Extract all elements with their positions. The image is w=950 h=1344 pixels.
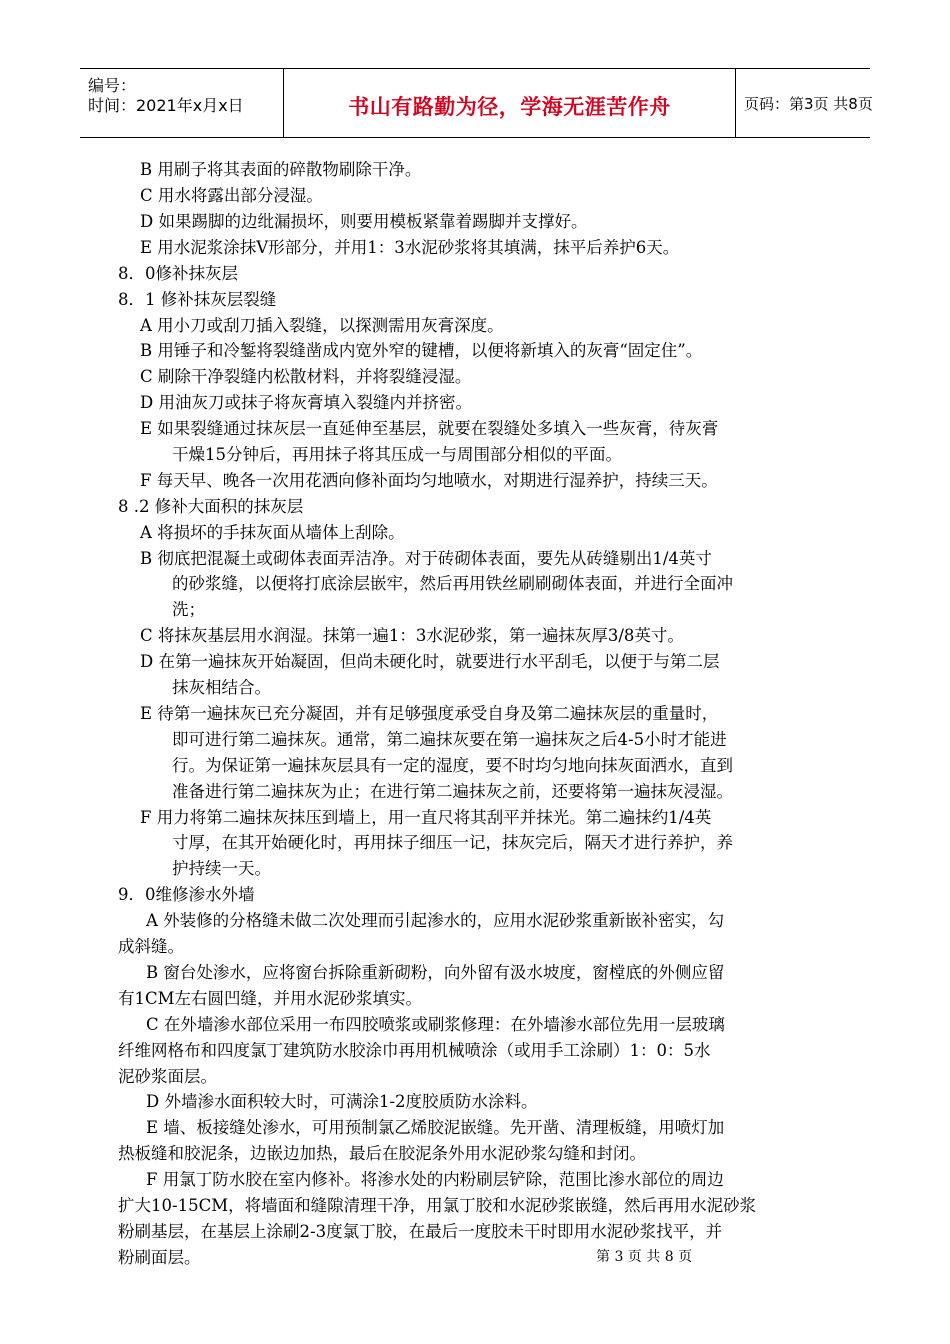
header-right-cell: [736, 69, 873, 137]
text-line: B 窗台处渗水，应将窗台拆除重新砌粉，向外留有汲水坡度，窗樘底的外侧应留: [146, 963, 725, 982]
text-line: 热板缝和胶泥条，边嵌边加热，最后在胶泥条外用水泥砂浆勾缝和封闭。: [118, 1144, 646, 1163]
text-line: 有1CM左右圆凹缝，并用水泥砂浆填实。: [118, 989, 423, 1008]
text-line: F 用氯丁防水胶在室内修补。将渗水处的内粉刷层铲除，范围比渗水部位的周边: [146, 1170, 724, 1189]
page-footer: 第 3 页 共 8 页: [596, 1249, 693, 1265]
text-line: C 在外墙渗水部位采用一布四胶喷浆或刷浆修理：在外墙渗水部位先用一层玻璃: [146, 1015, 725, 1034]
text-line: 成斜缝。: [118, 937, 184, 956]
text-line: 即可进行第二遍抹灰。通常，第二遍抹灰要在第一遍抹灰之后4-5小时才能进: [172, 730, 727, 749]
text-line: 粉刷面层。: [118, 1248, 201, 1267]
text-line: F 用力将第二遍抹灰抹压到墙上，用一直尺将其刮平并抹光。第二遍抹约1/4英: [140, 808, 712, 827]
motto-text: 书山有路勤为径，学海无涯苦作舟: [348, 95, 671, 119]
text-line: A 用小刀或刮刀插入裂缝，以探测需用灰膏深度。: [140, 316, 504, 335]
section-heading: 8 .2 修补大面积的抹灰层: [118, 497, 304, 516]
text-line: C 将抹灰基层用水润湿。抹第一遍1：3水泥砂浆，第一遍抹灰厚3/8英寸。: [140, 626, 684, 645]
text-line: 粉刷基层，在基层上涂刷2-3度氯丁胶，在最后一度胶未干时即用水泥砂浆找平，并: [118, 1222, 723, 1241]
section-heading: 8．1 修补抹灰层裂缝: [118, 290, 277, 309]
text-line: 行。为保证第一遍抹灰层具有一定的湿度，要不时均匀地向抹灰面洒水，直到: [172, 756, 733, 775]
text-line: D 如果踢脚的边纰漏损坏，则要用模板紧靠着踢脚并支撑好。: [140, 212, 588, 231]
date-label: 时间：2021年x月x日: [88, 96, 244, 115]
text-line: C 用水将露出部分浸湿。: [140, 186, 323, 205]
text-line: 洗；: [172, 600, 205, 619]
text-line: B 彻底把混凝土或砌体表面弄洁净。对于砖砌体表面，要先从砖缝剔出1/4英寸: [140, 549, 712, 568]
text-line: 扩大10-15CM，将墙面和缝隙清理干净，用氯丁胶和水泥砂浆嵌缝，然后再用水泥砂浆: [118, 1196, 757, 1215]
text-line: E 待第一遍抹灰已充分凝固，并有足够强度承受自身及第二遍抹灰层的重量时，: [140, 704, 719, 723]
page-info: 页码：第3页 共8页: [744, 95, 873, 113]
text-line: D 在第一遍抹灰开始凝固，但尚未硬化时，就要进行水平刮毛，以便于与第二层: [140, 652, 720, 671]
header-table: [80, 68, 873, 138]
text-line: 纤维网格布和四度氯丁建筑防水胶涂巾再用机械喷涂（或用手工涂刷）1：0：5水: [118, 1041, 711, 1060]
text-line: B 用锤子和冷錾将裂缝凿成内宽外窄的键槽，以便将新填入的灰膏“固定住”。: [140, 341, 703, 360]
text-line: 干燥15分钟后，再用抹子将其压成一与周围部分相似的平面。: [172, 445, 622, 464]
text-line: A 外装修的分格缝未做二次处理而引起渗水的，应用水泥砂浆重新嵌补密实，勾: [146, 911, 725, 930]
text-line: 的砂浆缝，以便将打底涂层嵌牢，然后再用铁丝刷刷砌体表面，并进行全面冲: [172, 574, 733, 593]
header-left-cell: [80, 69, 284, 137]
text-line: B 用刷子将其表面的碎散物刷除干净。: [140, 160, 422, 179]
number-label: 编号：: [88, 76, 137, 95]
text-line: D 外墙渗水面积较大时，可满涂1-2度胶质防水涂料。: [146, 1092, 538, 1111]
section-heading: 9．0维修渗水外墙: [118, 885, 255, 904]
text-line: A 将损坏的手抹灰面从墙体上刮除。: [140, 523, 405, 542]
section-heading: 8．0修补抹灰层: [118, 264, 238, 283]
text-line: 泥砂浆面层。: [118, 1067, 217, 1086]
text-line: 寸厚，在其开始硬化时，再用抹子细压一记，抹灰完后，隔天才进行养护，养: [172, 833, 733, 852]
text-line: E 墙、板接缝处渗水，可用预制氯乙烯胶泥嵌缝。先开凿、清理板缝，用喷灯加: [146, 1118, 725, 1137]
text-line: E 用水泥浆涂抹V形部分，并用1：3水泥砂浆将其填满，抹平后养护6天。: [140, 238, 680, 257]
text-line: 抹灰相结合。: [172, 678, 271, 697]
text-line: 准备进行第二遍抹灰为止；在进行第二遍抹灰之前，还要将第一遍抹灰浸湿。: [172, 782, 733, 801]
text-line: D 用油灰刀或抹子将灰膏填入裂缝内并挤密。: [140, 393, 472, 412]
header-center-cell: [284, 69, 736, 137]
text-line: C 刷除干净裂缝内松散材料，并将裂缝浸湿。: [140, 367, 472, 386]
text-line: E 如果裂缝通过抹灰层一直延伸至基层，就要在裂缝处多填入一些灰膏，待灰膏: [140, 419, 719, 438]
text-line: 护持续一天。: [172, 859, 271, 878]
text-line: F 每天早、晚各一次用花洒向修补面均匀地喷水，对期进行湿养护，持续三天。: [140, 471, 718, 490]
